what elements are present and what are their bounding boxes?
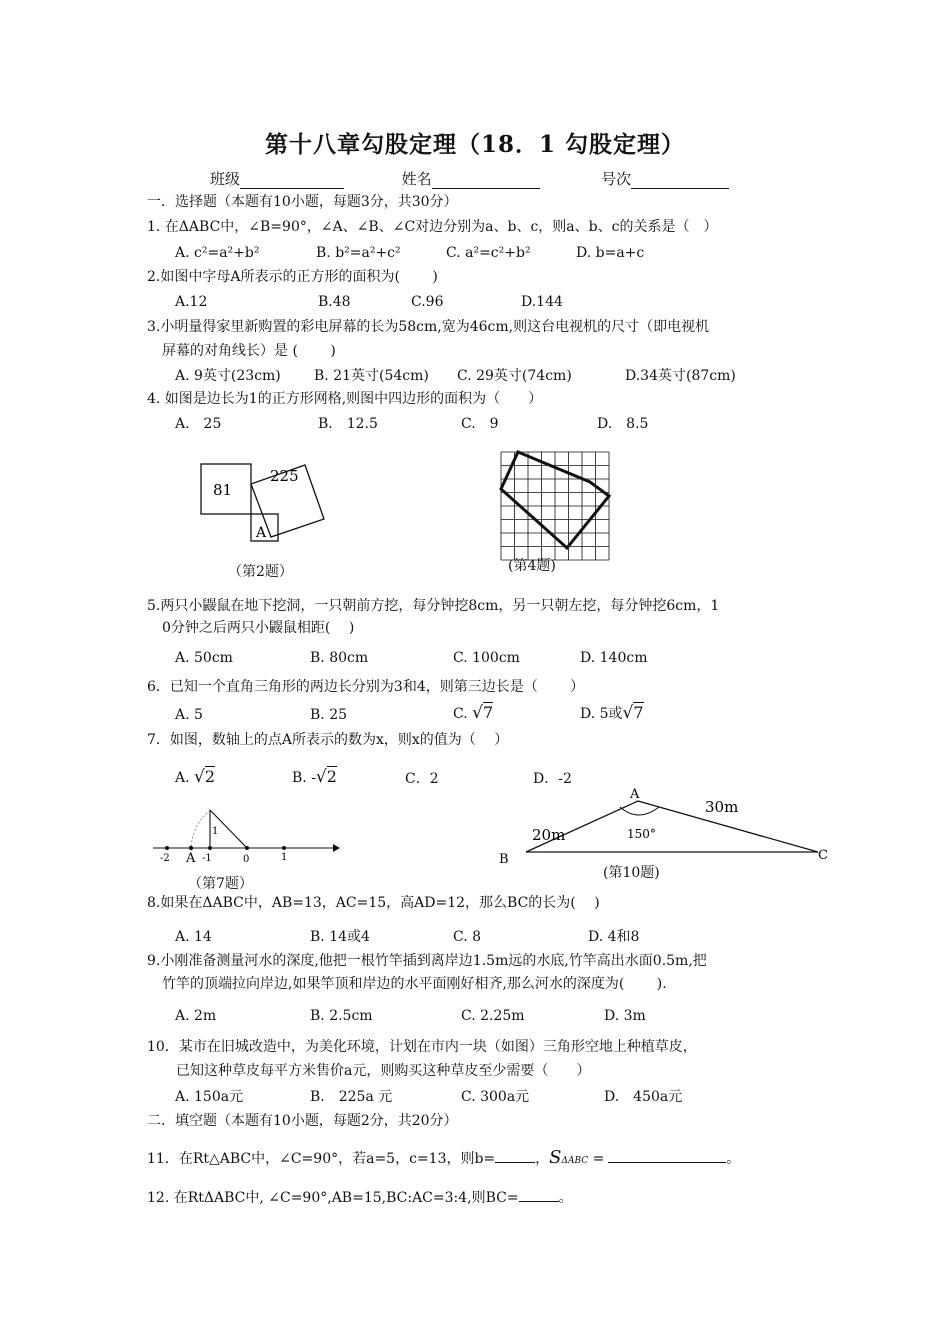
q4-option-b[interactable]: B. 12.5: [318, 416, 378, 432]
q9-option-c[interactable]: C. 2.25m: [461, 1008, 525, 1024]
vertex-b: B: [499, 852, 509, 867]
label-a: A: [256, 525, 267, 541]
q12-stem: 12. 在RtΔABC中, ∠C=90°,AB=15,BC:AC=3:4,则BC=: [147, 1190, 519, 1206]
section-2-heading: 二．填空题（本题有10小题，每题2分，共20分）: [147, 1113, 458, 1129]
q3-stem-line-1: 3.小明量得家里新购置的彩电屏幕的长为58cm,宽为46cm,则这台电视机的尺寸（即电视机: [147, 319, 710, 335]
name-blank[interactable]: [432, 172, 540, 189]
q6-option-d-radicand: 7: [633, 703, 644, 722]
q11-blank-area[interactable]: [608, 1148, 726, 1163]
q12-row: [147, 1187, 573, 1208]
class-label: 班级: [210, 170, 241, 188]
sqrt-icon: √: [622, 703, 634, 723]
q11-s-label: S: [549, 1147, 562, 1168]
tick-dot: [208, 846, 212, 850]
q3-stem-line-2: 屏幕的对角线长）是 ( ): [162, 343, 336, 359]
section-1-heading: 一．选择题（本题有10小题，每题3分，共30分）: [147, 194, 458, 210]
figure-2-squares: [196, 438, 336, 578]
sqrt-icon: √: [315, 767, 327, 787]
q7-option-c[interactable]: C．2: [405, 771, 439, 787]
q5-option-c[interactable]: C. 100cm: [453, 650, 520, 666]
q3-option-c[interactable]: C. 29英寸(74cm): [457, 368, 572, 384]
q4-option-d[interactable]: D. 8.5: [597, 416, 649, 432]
q6-stem: 6．已知一个直角三角形的两边长分别为3和4，则第三边长是（ ）: [147, 679, 585, 695]
q2-option-a[interactable]: A.12: [175, 294, 208, 310]
q1-option-d[interactable]: D. b=a+c: [576, 245, 645, 261]
q1-option-b[interactable]: B. b²=a²+c²: [316, 245, 401, 261]
q11-stem: 11．在Rt△ABC中，∠C=90°，若a=5，c=13，则b=: [147, 1151, 496, 1167]
arrow-right-icon: [333, 844, 340, 852]
label-81: 81: [213, 481, 233, 499]
q7-option-b-letter: B. -: [292, 770, 316, 786]
q11-s-subscript: ΔABC: [561, 1156, 589, 1166]
q5-option-a[interactable]: A. 50cm: [175, 650, 233, 666]
class-blank[interactable]: [240, 172, 344, 189]
q3-option-d[interactable]: D.34英寸(87cm): [625, 368, 736, 384]
q2-option-c[interactable]: C.96: [411, 294, 444, 310]
tick-dot: [282, 846, 286, 850]
name-label: 姓名: [401, 170, 432, 188]
figure-7-caption: （第7题）: [188, 876, 253, 892]
q6-option-d-text: D. 5或: [580, 706, 623, 722]
q7-option-b[interactable]: [292, 767, 337, 788]
q10-stem-line-2: 已知这种草皮每平方米售价a元，则购买这种草皮至少需要（ ）: [176, 1063, 591, 1079]
q10-stem-line-1: 10．某市在旧城改造中，为美化环境，计划在市内一块（如图）三角形空地上种植草皮，: [147, 1039, 697, 1055]
q5-option-b[interactable]: B. 80cm: [310, 650, 369, 666]
label-225: 225: [270, 467, 299, 485]
q5-stem-line-1: 5.两只小鼹鼠在地下挖洞，一只朝前方挖，每分钟挖8cm，另一只朝左挖，每分钟挖6cm，1: [147, 598, 720, 614]
q10-option-a[interactable]: A. 150a元: [175, 1089, 244, 1105]
q9-stem-line-1: 9.小刚准备测量河水的深度,他把一根竹竿插到离岸边1.5m远的水底,竹竿高出水面0.5m,把: [147, 953, 707, 969]
q2-option-b[interactable]: B.48: [318, 294, 351, 310]
q9-option-d[interactable]: D. 3m: [604, 1008, 646, 1024]
q1-option-c[interactable]: C. a²=c²+b²: [446, 245, 531, 261]
q6-option-d[interactable]: [580, 703, 644, 724]
figure-10-caption: (第10题): [603, 865, 660, 881]
q10-option-b[interactable]: B. 225a 元: [310, 1089, 393, 1105]
q7-option-d[interactable]: D．-2: [533, 771, 572, 787]
q5-stem-line-2: 0分钟之后两只小鼹鼠相距( ): [162, 620, 355, 636]
tick-label-minus-2: -2: [160, 853, 170, 864]
q1-stem: 1. 在ΔABC中，∠B=90°，∠A、∠B、∠C对边分别为a、b、c，则a、b、c的关系是（ ）: [147, 219, 718, 235]
q11-row: 11．在Rt△ABC中，∠C=90°，若a=5，c=13，则b= ，SΔABC = 。: [147, 1147, 741, 1168]
q12-blank-bc[interactable]: [519, 1187, 559, 1202]
q8-stem: 8.如果在ΔABC中，AB=13，AC=15，高AD=12，那么BC的长为( ): [147, 895, 600, 911]
angle-arc: [620, 807, 659, 815]
q9-stem-line-2: 竹竿的顶端拉向岸边,如果竿顶和岸边的水平面刚好相齐,那么河水的深度为( ).: [162, 976, 667, 992]
q3-option-b[interactable]: B. 21英寸(54cm): [314, 368, 429, 384]
q11-blank-b[interactable]: [495, 1148, 535, 1163]
point-a-dot: [189, 846, 193, 850]
q6-option-b[interactable]: B. 25: [310, 707, 348, 723]
q7-option-a[interactable]: [175, 767, 215, 788]
q10-option-d[interactable]: D. 450a元: [604, 1089, 683, 1105]
vertex-a: A: [630, 787, 640, 802]
q6-option-a[interactable]: A. 5: [175, 707, 203, 723]
q6-option-c-letter: C.: [453, 706, 473, 722]
q11-equals: =: [588, 1151, 605, 1167]
number-label: 号次: [601, 170, 632, 188]
tick-dot: [165, 846, 169, 850]
tick-label-1: 1: [281, 852, 288, 863]
student-info-row: [210, 168, 729, 189]
number-blank[interactable]: [631, 172, 729, 189]
figure-2-caption: （第2题）: [228, 564, 293, 580]
q7-option-a-radicand: 2: [204, 767, 216, 786]
label-30m: 30m: [705, 798, 739, 816]
tick-label-a: A: [186, 851, 196, 866]
figure-4-grid: [498, 449, 618, 559]
q2-stem: 2.如图中字母A所表示的正方形的面积为( ): [147, 269, 438, 285]
q8-option-b[interactable]: B. 14或4: [310, 929, 370, 945]
q8-option-d[interactable]: D. 4和8: [588, 929, 640, 945]
tick-dot: [245, 846, 249, 850]
q4-option-a[interactable]: A. 25: [175, 416, 222, 432]
label-20m: 20m: [532, 826, 566, 844]
side-label-1: 1: [212, 826, 219, 837]
q9-option-a[interactable]: A. 2m: [175, 1008, 217, 1024]
label-150-degrees: 150°: [627, 827, 656, 841]
q2-option-d[interactable]: D.144: [521, 294, 563, 310]
tick-label-0: 0: [243, 854, 250, 865]
q8-option-c[interactable]: C. 8: [453, 929, 482, 945]
q8-option-a[interactable]: A. 14: [175, 929, 212, 945]
sqrt-icon: √: [194, 767, 205, 787]
q11-end: 。: [726, 1151, 741, 1167]
q4-option-c[interactable]: C. 9: [461, 416, 499, 432]
figure-10-triangle: [495, 783, 835, 873]
q7-option-b-radicand: 2: [326, 767, 337, 786]
figure-7-number-line: [150, 804, 340, 864]
figure-4-caption: (第4题): [508, 558, 556, 574]
q3-option-a[interactable]: A. 9英寸(23cm): [175, 368, 281, 384]
tick-label-minus-1: -1: [202, 853, 212, 864]
q6-option-c[interactable]: [453, 703, 493, 724]
q7-option-a-letter: A.: [175, 770, 195, 786]
q4-stem: 4. 如图是边长为1的正方形网格,则图中四边形的面积为（ ）: [147, 391, 543, 407]
q12-end: 。: [558, 1190, 573, 1206]
q5-option-d[interactable]: D. 140cm: [580, 650, 648, 666]
page-title: 第十八章勾股定理（18．1 勾股定理）: [264, 131, 686, 158]
q10-option-c[interactable]: C. 300a元: [461, 1089, 530, 1105]
vertex-c: C: [818, 848, 828, 863]
q7-stem: 7．如图，数轴上的点A所表示的数为x，则x的值为（ ）: [147, 732, 509, 748]
compass-arc: [191, 810, 210, 848]
q9-option-b[interactable]: B. 2.5cm: [310, 1008, 373, 1024]
sqrt-icon: √: [472, 703, 483, 723]
q6-option-c-radicand: 7: [482, 703, 494, 722]
q1-option-a[interactable]: A. c²=a²+b²: [175, 245, 260, 261]
